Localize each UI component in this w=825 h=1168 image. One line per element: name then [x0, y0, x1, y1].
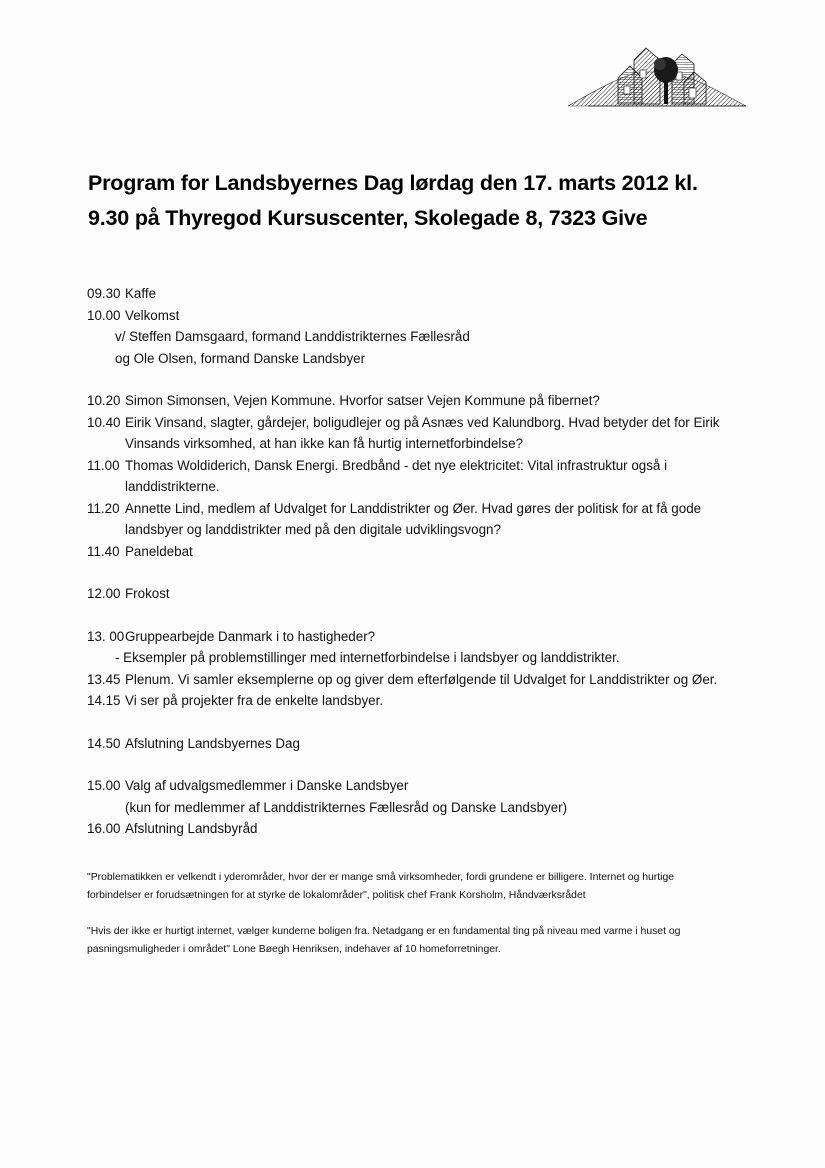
item-text — [125, 412, 787, 455]
item-time: 11.00 — [87, 457, 120, 473]
item-text: Paneldebat — [125, 543, 193, 559]
program-item-frokost — [87, 583, 787, 605]
item-text-line-2: landdistrikterne. — [125, 479, 220, 494]
item-text: Valg af udvalgsmedlemmer i Danske Landsbyer — [125, 778, 409, 793]
program-item-afslutning-raad — [87, 818, 787, 840]
program-item-projekter — [87, 690, 787, 712]
item-text — [125, 498, 787, 541]
item-text: Afslutning Landsbyråd — [125, 821, 258, 836]
program-item-velkomst — [87, 305, 787, 327]
program-item-panel — [87, 541, 787, 563]
program-item-thomas — [87, 455, 787, 498]
program-item-afslutning-dag — [87, 733, 787, 755]
item-text: Kaffe — [125, 286, 157, 301]
item-time: 11.20 — [87, 500, 120, 516]
program-item-eirik — [87, 412, 787, 455]
item-text-line-2: Vinsands virksomhed, at han ikke kan få hurtig internetforbindelse? — [125, 436, 523, 451]
title-line-1: Program for Landsbyernes Dag lørdag den 17. marts 2012 kl. — [88, 171, 698, 195]
program-item-gruppe — [87, 626, 787, 648]
program-item-plenum — [87, 669, 787, 691]
item-text — [125, 455, 787, 498]
quote-line-1: "Hvis der ikke er hurtigt internet, vælger kunderne boligen fra. Netadgang er en fundamental ting på niveau med varme i huset og — [87, 926, 681, 937]
item-time: 13. 00 — [87, 628, 125, 644]
item-text: Afslutning Landsbyernes Dag — [125, 735, 300, 751]
program-list — [87, 283, 787, 840]
item-text: Plenum. Vi samler eksemplerne op og giver dem efterfølgende til Udvalget for Landdistrikter og Øer. — [125, 671, 718, 687]
item-text-line-1: Thomas Woldiderich, Dansk Energi. Bredbånd - det nye elektricitet: Vital infrastruktur også i — [125, 457, 668, 473]
program-item-simon — [87, 390, 787, 412]
item-text-line-1: Annette Lind, medlem af Udvalget for Landdistrikter og Øer. Hvad gøres der politisk for at få gode — [125, 500, 702, 516]
item-time: 15.00 — [87, 778, 121, 793]
velkomst-speaker-1: v/ Steffen Damsgaard, formand Landdistrikternes Fællesråd — [115, 329, 470, 344]
title-line-2: 9.30 på Thyregod Kursuscenter, Skolegade 8, 7323 Give — [88, 206, 648, 230]
item-text-line-2: landsbyer og landdistrikter med på den digitale udviklingsvogn? — [125, 522, 501, 537]
program-item-kaffe — [87, 283, 787, 305]
valg-sub: (kun for medlemmer af Landdistrikternes Fællesråd og Danske Landsbyer) — [125, 799, 568, 815]
item-text-line-1: Eirik Vinsand, slagter, gårdejer, boligudlejer og på Asnæs ved Kalundborg. Hvad betyder det for Eirik — [125, 414, 720, 430]
item-time: 10.20 — [87, 393, 121, 408]
gruppe-sub: - Eksempler på problemstillinger med internetforbindelse i landsbyer og landdistrikter. — [115, 650, 620, 665]
quote-line-2: forbindelser er forudsætningen for at styrke de lokalområder", politisk chef Frank Korsholm, Håndværksrådet — [87, 890, 586, 901]
item-time: 09.30 — [87, 286, 121, 301]
quote-henriksen — [87, 923, 767, 959]
item-text: Gruppearbejde Danmark i to hastigheder? — [125, 628, 376, 644]
item-time: 12.00 — [87, 586, 121, 601]
item-text: Velkomst — [125, 307, 180, 323]
item-time: 11.40 — [87, 543, 120, 559]
item-time: 10.40 — [87, 414, 121, 430]
quote-line-2: pasningsmuligheder i området" Lone Bøegh Henriksen, indehaver af 10 homeforretninger. — [87, 944, 501, 955]
program-item-annette — [87, 498, 787, 541]
quote-korsholm — [87, 869, 767, 905]
item-text: Frokost — [125, 586, 170, 601]
village-houses-logo — [568, 42, 746, 108]
page-title — [88, 166, 788, 236]
item-time: 10.00 — [87, 307, 121, 323]
quote-line-1: "Problematikken er velkendt i yderområder, hvor der er mange små virksomheder, fordi grundene er billigere. Internet og hurtige — [87, 872, 675, 883]
item-time: 14.15 — [87, 693, 121, 708]
velkomst-speaker-2: og Ole Olsen, formand Danske Landsbyer — [115, 350, 366, 366]
item-time: 14.50 — [87, 735, 121, 751]
item-time: 13.45 — [87, 671, 121, 687]
item-text: Simon Simonsen, Vejen Kommune. Hvorfor satser Vejen Kommune på fibernet? — [125, 393, 600, 408]
program-item-valg — [87, 775, 787, 797]
item-text: Vi ser på projekter fra de enkelte landsbyer. — [125, 693, 384, 708]
item-time: 16.00 — [87, 821, 121, 836]
